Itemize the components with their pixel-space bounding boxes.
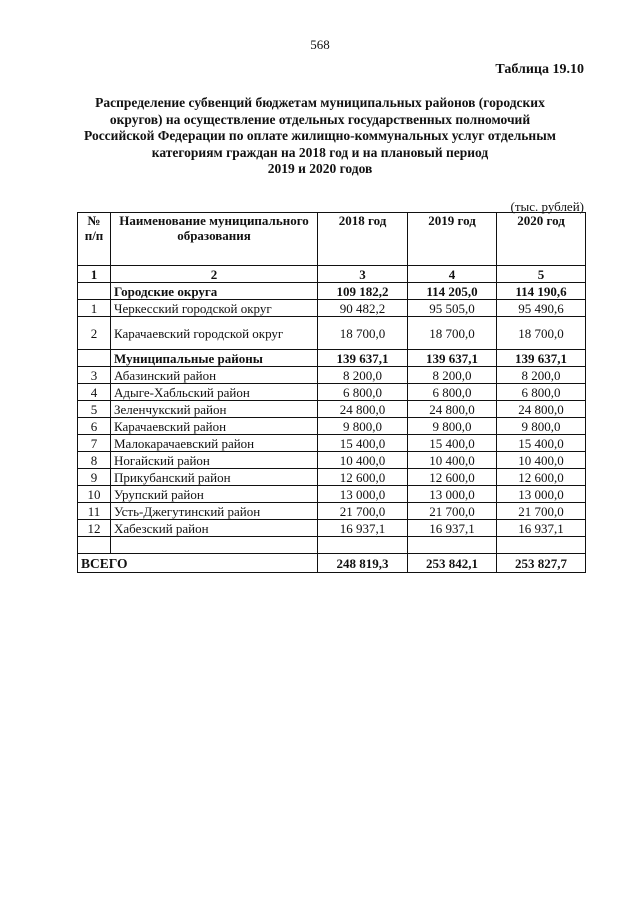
column-index: 4 [408, 266, 497, 283]
row-value-2018: 9 800,0 [318, 418, 408, 435]
row-number [78, 283, 111, 300]
row-value-2019: 24 800,0 [408, 401, 497, 418]
row-value-2018: 16 937,1 [318, 520, 408, 537]
title-line: категориям граждан на 2018 год и на плановый период [151, 144, 489, 160]
row-name: Ногайский район [111, 452, 318, 469]
header-2020: 2020 год [497, 213, 586, 266]
row-value-2018: 21 700,0 [318, 503, 408, 520]
row-name: Абазинский район [111, 367, 318, 384]
row-value-2019: 15 400,0 [408, 435, 497, 452]
table-row [78, 300, 586, 317]
header-2018: 2018 год [318, 213, 408, 266]
column-index: 5 [497, 266, 586, 283]
row-number: 10 [78, 486, 111, 503]
row-value-2019: 95 505,0 [408, 300, 497, 317]
row-value-2020: 10 400,0 [497, 452, 586, 469]
row-number: 9 [78, 469, 111, 486]
row-value-2020: 13 000,0 [497, 486, 586, 503]
subvention-table [77, 212, 586, 573]
header-row [78, 213, 586, 266]
table-row [78, 486, 586, 503]
row-value-2018: 24 800,0 [318, 401, 408, 418]
row-value-2020: 9 800,0 [497, 418, 586, 435]
total-row [78, 554, 586, 573]
row-value-2020: 8 200,0 [497, 367, 586, 384]
table-row [78, 317, 586, 350]
group-row [78, 283, 586, 300]
row-value-2018: 6 800,0 [318, 384, 408, 401]
header-name: Наименование муниципального образования [111, 213, 318, 266]
table-row [78, 384, 586, 401]
group-row [78, 350, 586, 367]
row-name: Прикубанский район [111, 469, 318, 486]
row-name: Черкесский городской округ [111, 300, 318, 317]
row-value-2020: 95 490,6 [497, 300, 586, 317]
row-value-2018: 139 637,1 [318, 350, 408, 367]
row-value-2018: 10 400,0 [318, 452, 408, 469]
row-name: Адыге-Хабльский район [111, 384, 318, 401]
table-row [78, 418, 586, 435]
row-value-2018: 8 200,0 [318, 367, 408, 384]
row-value-2019: 13 000,0 [408, 486, 497, 503]
table-row [78, 367, 586, 384]
column-index: 1 [78, 266, 111, 283]
table-row [78, 520, 586, 537]
spacer-row [78, 537, 586, 554]
title-line: Распределение субвенций бюджетам муниципальных районов (городских [95, 95, 545, 110]
row-value-2019: 8 200,0 [408, 367, 497, 384]
row-number: 4 [78, 384, 111, 401]
total-2018: 248 819,3 [318, 554, 408, 573]
row-value-2018: 18 700,0 [318, 317, 408, 350]
row-value-2020: 12 600,0 [497, 469, 586, 486]
column-index-row [78, 266, 586, 283]
table-row [78, 401, 586, 418]
table-row [78, 452, 586, 469]
row-value-2020: 114 190,6 [497, 283, 586, 300]
row-value-2018: 15 400,0 [318, 435, 408, 452]
row-value-2020: 18 700,0 [497, 317, 586, 350]
row-number: 12 [78, 520, 111, 537]
header-2019: 2019 год [408, 213, 497, 266]
row-value-2018: 90 482,2 [318, 300, 408, 317]
row-value-2018: 109 182,2 [318, 283, 408, 300]
row-number: 6 [78, 418, 111, 435]
total-2020: 253 827,7 [497, 554, 586, 573]
units-note: (тыс. рублей) [510, 199, 584, 214]
row-value-2020: 139 637,1 [497, 350, 586, 367]
row-value-2019: 114 205,0 [408, 283, 497, 300]
row-name: Карачаевский район [111, 418, 318, 435]
row-value-2020: 21 700,0 [497, 503, 586, 520]
column-index: 3 [318, 266, 408, 283]
row-name: Карачаевский городской округ [111, 317, 318, 350]
row-number: 1 [78, 300, 111, 317]
row-value-2019: 139 637,1 [408, 350, 497, 367]
title-line: Российской Федерации по оплате жилищно-коммунальных услуг отдельным [84, 128, 556, 143]
row-value-2020: 6 800,0 [497, 384, 586, 401]
row-number: 7 [78, 435, 111, 452]
row-name: Усть-Джегутинский район [111, 503, 318, 520]
table-row [78, 503, 586, 520]
row-number [78, 350, 111, 367]
total-label: ВСЕГО [78, 554, 318, 573]
row-name: Городские округа [111, 283, 318, 300]
row-value-2020: 15 400,0 [497, 435, 586, 452]
row-number: 5 [78, 401, 111, 418]
row-number: 3 [78, 367, 111, 384]
title-line: 2019 и 2020 годов [267, 161, 373, 176]
row-name: Муниципальные районы [111, 350, 318, 367]
row-value-2019: 6 800,0 [408, 384, 497, 401]
title-line: округов) на осуществление отдельных государственных полномочий [109, 111, 531, 127]
row-value-2018: 13 000,0 [318, 486, 408, 503]
row-value-2020: 16 937,1 [497, 520, 586, 537]
row-value-2019: 21 700,0 [408, 503, 497, 520]
total-2019: 253 842,1 [408, 554, 497, 573]
page-number: 568 [310, 37, 330, 52]
row-name: Хабезский район [111, 520, 318, 537]
table-row [78, 435, 586, 452]
table-row [78, 469, 586, 486]
row-number: 8 [78, 452, 111, 469]
row-name: Зеленчукский район [111, 401, 318, 418]
row-value-2019: 18 700,0 [408, 317, 497, 350]
row-value-2019: 12 600,0 [408, 469, 497, 486]
row-number: 2 [78, 317, 111, 350]
row-name: Малокарачаевский район [111, 435, 318, 452]
row-value-2018: 12 600,0 [318, 469, 408, 486]
column-index: 2 [111, 266, 318, 283]
table-label: Таблица 19.10 [495, 62, 584, 77]
row-number: 11 [78, 503, 111, 520]
row-value-2020: 24 800,0 [497, 401, 586, 418]
header-num: № п/п [78, 213, 111, 266]
row-value-2019: 10 400,0 [408, 452, 497, 469]
row-value-2019: 9 800,0 [408, 418, 497, 435]
row-name: Урупский район [111, 486, 318, 503]
row-value-2019: 16 937,1 [408, 520, 497, 537]
document-title [60, 95, 580, 178]
